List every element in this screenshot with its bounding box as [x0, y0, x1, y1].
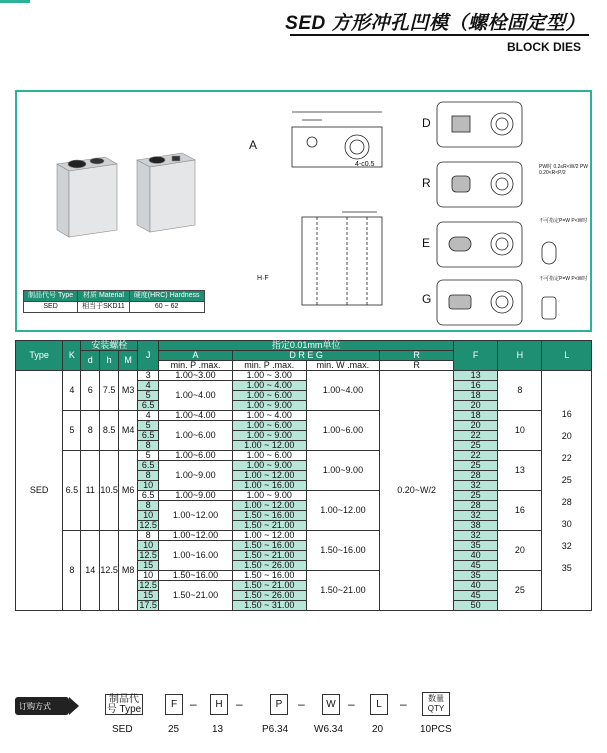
cell-f: 35	[454, 571, 498, 581]
col-m: M	[119, 351, 138, 371]
col-k: K	[63, 341, 81, 371]
cell-j: 6.5	[138, 491, 159, 501]
cell-type: SED	[16, 371, 63, 611]
cell-f: 22	[454, 431, 498, 441]
cell-a: 1.00~16.00	[159, 541, 233, 571]
order-dash: –	[348, 697, 355, 711]
cell-p: 1.00 ~ 9.00	[232, 431, 306, 441]
note-bolt: H·F	[257, 275, 269, 282]
table-row	[16, 531, 592, 541]
col-a-range: min. P .max.	[159, 361, 233, 371]
material-cell-hardness: 60 ~ 62	[129, 302, 204, 313]
cell-a: 1.00~12.00	[159, 501, 233, 531]
cell-a: 1.00~9.00	[159, 491, 233, 501]
cell-f: 32	[454, 531, 498, 541]
cell-f: 28	[454, 501, 498, 511]
cell-w: 1.00~9.00	[306, 451, 380, 491]
cell-f: 45	[454, 591, 498, 601]
cell-j: 4	[138, 381, 159, 391]
cell-j: 6.5	[138, 401, 159, 411]
cell-j: 6.5	[138, 461, 159, 471]
table-row	[16, 451, 592, 461]
cell-d: 11	[81, 451, 100, 531]
cell-h-size: 25	[498, 571, 542, 611]
table-row	[16, 371, 592, 381]
cell-a: 1.00~6.00	[159, 451, 233, 461]
cell-p: 1.00 ~ 4.00	[232, 411, 306, 421]
cell-a: 1.00~3.00	[159, 371, 233, 381]
cell-p: 1.00 ~ 9.00	[232, 401, 306, 411]
cell-f: 25	[454, 491, 498, 501]
col-w-range: min. W .max.	[306, 361, 380, 371]
cell-p: 1.00 ~ 12.00	[232, 441, 306, 451]
order-box-w: W	[322, 694, 340, 715]
cell-j: 15	[138, 591, 159, 601]
cell-h-size: 8	[498, 371, 542, 411]
col-dreg: D R E G	[232, 351, 379, 361]
col-bolt: 安装螺栓	[81, 341, 138, 351]
cell-p: 1.00 ~ 12.00	[232, 471, 306, 481]
cell-f: 18	[454, 411, 498, 421]
l-value: 32	[561, 540, 572, 551]
cell-f: 40	[454, 581, 498, 591]
label-d: D	[422, 116, 431, 130]
cell-p: 1.50 ~ 16.00	[232, 511, 306, 521]
side-view-drawing	[302, 212, 382, 305]
cell-h: 8.5	[100, 411, 119, 451]
cell-w: 1.50~21.00	[306, 571, 380, 611]
order-dash: –	[236, 697, 243, 711]
cell-p: 1.50 ~ 21.00	[232, 521, 306, 531]
cell-f: 20	[454, 421, 498, 431]
cell-f: 13	[454, 371, 498, 381]
material-cell-material: 相当于SKD11	[78, 302, 130, 313]
material-header-hardness: 硬度(HRC) Hardness	[129, 291, 204, 302]
l-value: 25	[561, 474, 572, 485]
cell-h-size: 13	[498, 451, 542, 491]
note-g: 不可指定P=W P<W时	[539, 276, 588, 282]
col-r-sub: R	[380, 361, 454, 371]
cell-j: 10	[138, 511, 159, 521]
cell-p: 1.00 ~ 4.00	[232, 381, 306, 391]
cell-p: 1.00 ~ 12.00	[232, 501, 306, 511]
cell-j: 6.5	[138, 431, 159, 441]
order-box-h: H	[210, 694, 228, 715]
technical-figure	[15, 90, 592, 332]
spec-body	[16, 371, 592, 611]
product-photo-2	[137, 153, 195, 232]
cell-m: M8	[119, 531, 138, 611]
order-dash: –	[298, 697, 305, 711]
col-type: Type	[16, 341, 63, 371]
l-value: 22	[561, 452, 572, 463]
cell-f: 18	[454, 391, 498, 401]
cell-f: 20	[454, 401, 498, 411]
cell-j: 3	[138, 371, 159, 381]
cell-p: 1.00 ~ 9.00	[232, 461, 306, 471]
cell-p: 1.50 ~ 31.00	[232, 601, 306, 611]
cell-f: 28	[454, 471, 498, 481]
cell-j: 12.5	[139, 580, 157, 590]
cell-a: 1.50~16.00	[159, 571, 233, 581]
cell-p: 1.50 ~ 26.00	[232, 591, 306, 601]
cell-m: M6	[119, 451, 138, 531]
cell-f: 40	[454, 551, 498, 561]
corner-accent	[0, 0, 30, 3]
cell-j: 5	[138, 421, 159, 431]
cell-w: 1.00~4.00	[306, 371, 380, 411]
order-value-qty: 10PCS	[420, 724, 452, 735]
cell-j: 4	[138, 411, 159, 421]
cell-p: 1.00 ~ 6.00	[232, 421, 306, 431]
label-e: E	[422, 236, 431, 250]
cell-j: 10	[138, 481, 159, 491]
order-dash: –	[400, 697, 407, 711]
l-value: 28	[561, 496, 572, 507]
cell-p: 1.50 ~ 16.00	[232, 541, 306, 551]
order-value-f: 25	[168, 724, 180, 735]
top-view-drawing	[292, 112, 382, 167]
variant-drawings	[437, 102, 556, 325]
order-box-l: L	[370, 694, 388, 715]
cell-f: 38	[454, 521, 498, 531]
cell-p: 1.00 ~ 16.00	[232, 481, 306, 491]
cell-p: 1.00 ~ 12.00	[232, 531, 306, 541]
note-r: PW时 0.2≤R<W/2 PW 0.20<R<P/2	[539, 164, 589, 176]
label-g: G	[422, 292, 432, 306]
l-value: 35	[561, 562, 572, 573]
cell-k: 6.5	[63, 451, 81, 531]
note-e: 不可指定P=W P<W时	[539, 218, 588, 224]
spec-table	[15, 340, 592, 611]
order-value-l: 20	[372, 724, 384, 735]
l-value: 16	[561, 408, 572, 419]
cell-h: 7.5	[100, 371, 119, 411]
cell-w: 1.00~12.00	[306, 491, 380, 531]
col-d: d	[81, 351, 100, 371]
cell-f: 32	[454, 511, 498, 521]
cell-f: 25	[454, 461, 498, 471]
material-header-material: 材质 Material	[78, 291, 130, 302]
material-table	[23, 290, 205, 313]
cell-j: 8	[138, 471, 159, 481]
cell-k: 8	[63, 531, 81, 611]
cell-a: 1.00~4.00	[159, 381, 233, 411]
order-value-type: SED	[112, 724, 133, 735]
cell-j: 10	[138, 541, 159, 551]
table-row	[16, 411, 592, 421]
cell-k: 5	[63, 411, 81, 451]
product-photo-1	[57, 157, 117, 237]
note-tolerance: 4-c0.5	[355, 161, 375, 168]
cell-m: M3	[119, 371, 138, 411]
l-value: 30	[561, 518, 572, 529]
cell-d: 14	[81, 531, 100, 611]
cell-p: 1.00 ~ 6.00	[232, 451, 306, 461]
col-f: F	[454, 341, 498, 371]
page-title: SED 方形冲孔凹模（螺栓固定型）	[285, 13, 585, 34]
cell-h-size: 20	[498, 531, 542, 571]
cell-p: 1.50 ~ 21.00	[232, 551, 306, 561]
cell-h: 12.5	[100, 531, 119, 611]
cell-j: 8	[138, 441, 159, 451]
order-box-qty: 数量 QTY	[422, 692, 450, 716]
cell-f: 25	[454, 441, 498, 451]
cell-a: 1.00~6.00	[159, 421, 233, 451]
title-underline	[290, 34, 589, 36]
order-method-button: 订购方式	[15, 697, 69, 715]
cell-h: 10.5	[100, 451, 119, 531]
cell-j: 12.5	[139, 520, 157, 530]
col-a: A	[159, 351, 233, 361]
material-header-type: 制品代号 Type	[24, 291, 78, 302]
cell-r: 0.20~W/2	[380, 371, 454, 611]
order-box-f: F	[165, 694, 183, 715]
cell-f: 35	[454, 541, 498, 551]
cell-p: 1.00 ~ 9.00	[232, 491, 306, 501]
col-l: L	[542, 341, 592, 371]
cell-d: 6	[81, 371, 100, 411]
page-subtitle: BLOCK DIES	[506, 40, 581, 54]
order-value-w: W6.34	[314, 724, 343, 735]
cell-p: 1.50 ~ 26.00	[232, 561, 306, 571]
material-cell-type: SED	[24, 302, 78, 313]
cell-a: 1.00~9.00	[159, 461, 233, 491]
label-r: R	[422, 176, 431, 190]
cell-d: 8	[81, 411, 100, 451]
order-value-p: P6.34	[262, 724, 289, 735]
cell-j: 12.5	[139, 550, 157, 560]
cell-w: 1.50~16.00	[306, 531, 380, 571]
cell-j: 8	[138, 501, 159, 511]
cell-a: 1.50~21.00	[159, 581, 233, 611]
cell-j: 17.5	[139, 600, 157, 610]
label-a: A	[249, 138, 258, 152]
order-box-p: P	[270, 694, 288, 715]
cell-p: 1.50 ~ 21.00	[232, 581, 306, 591]
cell-p: 1.50 ~ 16.00	[232, 571, 306, 581]
col-j: J	[138, 341, 159, 371]
cell-j: 5	[138, 391, 159, 401]
cell-j: 8	[138, 531, 159, 541]
cell-f: 16	[454, 381, 498, 391]
cell-p: 1.00 ~ 3.00	[232, 371, 306, 381]
cell-a: 1.00~4.00	[159, 411, 233, 421]
cell-h-size: 10	[498, 411, 542, 451]
l-value: 20	[561, 430, 572, 441]
cell-f: 50	[454, 601, 498, 611]
order-box-type: 制品代号 Type	[106, 693, 142, 715]
cell-k: 4	[63, 371, 81, 411]
cell-w: 1.00~6.00	[306, 411, 380, 451]
cell-f: 32	[454, 481, 498, 491]
cell-j: 5	[138, 451, 159, 461]
order-dash: –	[190, 697, 197, 711]
order-value-h: 13	[212, 724, 224, 735]
cell-f: 45	[454, 561, 498, 571]
cell-j: 10	[138, 571, 159, 581]
cell-l	[542, 371, 592, 611]
cell-j: 15	[138, 561, 159, 571]
cell-h-size: 16	[498, 491, 542, 531]
cell-p: 1.00 ~ 6.00	[232, 391, 306, 401]
col-unit: 指定0.01mm单位	[159, 341, 454, 351]
cell-m: M4	[119, 411, 138, 451]
cell-a: 1.00~12.00	[159, 531, 233, 541]
col-p-range: min. P .max.	[232, 361, 306, 371]
col-r: R	[380, 351, 454, 361]
col-h: h	[100, 351, 119, 371]
cell-f: 22	[454, 451, 498, 461]
col-h-size: H	[498, 341, 542, 371]
